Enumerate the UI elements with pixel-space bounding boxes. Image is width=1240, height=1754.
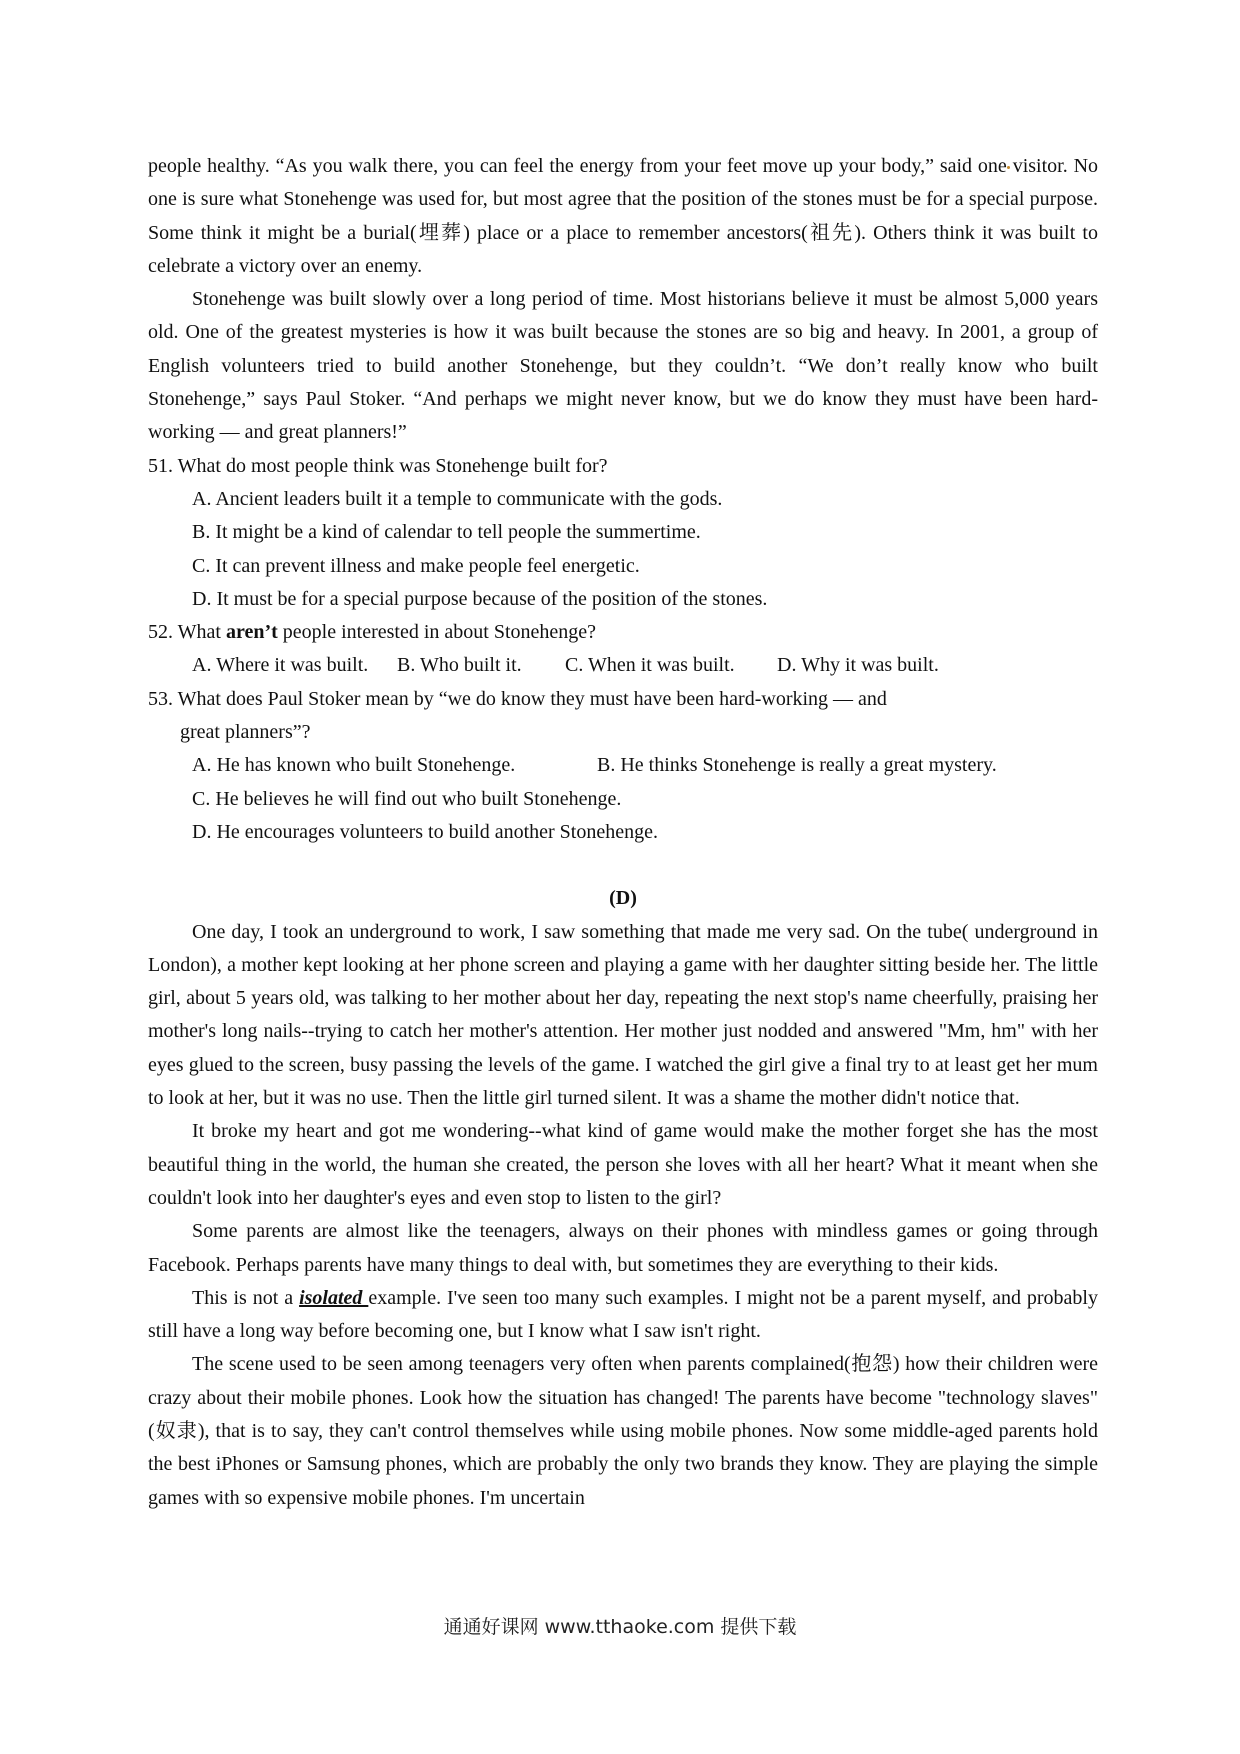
page-content: [148, 150, 1098, 1515]
question-52-option-b: B. Who built it.: [397, 654, 522, 677]
section-title-d: (D): [609, 887, 637, 910]
paragraph-c2: Stonehenge was built slowly over a long period of time. Most historians believe it must be almost 5,000 years old. One of the greatest mysteries is how it was built because the stones are so big and heavy. In 2001, a group of English volunteers tried to build another Stonehenge, but they couldn’t. “We don’t really know who built Stonehenge,” says Paul Stoker. “And perhaps we might never know, but we do know they must have been hard-working — and great planners!”: [148, 288, 1098, 444]
question-53-option-c: C. He believes he will find out who built Stonehenge.: [192, 787, 622, 810]
question-52-stem-post: people interested in about Stonehenge?: [277, 621, 597, 644]
paragraph-d1: One day, I took an underground to work, I saw something that made me very sad. On the tube( underground in London), a mother kept looking at her phone screen and playing a game with her daughter sitting beside her. The little girl, about 5 years old, was talking to her mother about her day, repeating the next stop's name cheerfully, praising her mother's long nails--trying to catch her mother's attention. Her mother just nodded and answered "Mm, hm" with her eyes glued to the screen, busy passing the levels of the game. I watched the girl give a final try to at least get her mum to look at her, but it was no use. Then the little girl turned silent. It was a shame the mother didn't notice that.: [148, 920, 1098, 1110]
question-51-option-c: C. It can prevent illness and make people feel energetic.: [192, 554, 640, 577]
underlined-word-isolated: isolated: [299, 1286, 369, 1309]
question-53-option-b: B. He thinks Stonehenge is really a great mystery.: [597, 754, 997, 777]
question-51-option-d: D. It must be for a special purpose because of the position of the stones.: [192, 587, 768, 610]
question-51-option-a: A. Ancient leaders built it a temple to communicate with the gods.: [192, 487, 723, 510]
page-footer: 通通好课网 www.tthaoke.com 提供下载: [443, 1616, 797, 1638]
question-52-option-d: D. Why it was built.: [777, 654, 939, 677]
question-52-stem-bold: aren’t: [225, 621, 278, 644]
question-53-options-ab: [148, 749, 1098, 782]
margin-mark: [1007, 166, 1010, 169]
question-52-stem: [148, 616, 1098, 649]
paragraph-d5: The scene used to be seen among teenagers very often when parents complained(抱怨) how their children were crazy about their mobile phones. Look how the situation has changed! The parents have become "technology slaves"(奴隶), that is to say, they can't control themselves while using mobile phones. Now some middle-aged parents hold the best iPhones or Samsung phones, which are probably the only two brands they know. They are playing the simple games with so expensive mobile phones. I'm uncertain: [148, 1353, 1098, 1509]
question-52-option-c: C. When it was built.: [565, 654, 735, 677]
question-53-stem-line1: 53. What does Paul Stoker mean by “we do know they must have been hard-working — and: [148, 687, 887, 710]
question-52-stem-pre: 52. What: [148, 621, 226, 644]
question-53-stem-line2: great planners”?: [180, 721, 311, 744]
paragraph-c1-line1: people healthy. “As you walk there, you can feel the energy from your feet move up your body,” said one: [148, 155, 1007, 177]
question-53-option-d: D. He encourages volunteers to build another Stonehenge.: [192, 820, 658, 843]
paragraph-c1-rest: visitor. No one is sure what Stonehenge was used for, but most agree that the position of the stones must be for a special purpose. Some think it might be a burial(埋葬) place or a place to remember ancestors(祖先). Others think it was built to celebrate a victory over an enemy.: [148, 155, 1099, 277]
question-51-option-b: B. It might be a kind of calendar to tell people the summertime.: [192, 521, 701, 544]
paragraph-d3: Some parents are almost like the teenagers, always on their phones with mindless games or going through Facebook. Perhaps parents have many things to deal with, but sometimes they are everything to their kids.: [148, 1220, 1098, 1276]
paragraph-d4: [148, 1282, 1098, 1349]
question-51-stem: 51. What do most people think was Stonehenge built for?: [148, 454, 608, 477]
question-53-option-a: A. He has known who built Stonehenge.: [192, 754, 516, 777]
paragraph-d2: It broke my heart and got me wondering--what kind of game would make the mother forget she has the most beautiful thing in the world, the human she created, the person she loves with all her heart? What it meant when she couldn't look into her daughter's eyes and even stop to listen to the girl?: [148, 1120, 1098, 1209]
paragraph-d4-post: example. I've seen too many such examples. I might not be a parent myself, and probably still have a long way before becoming one, but I know what I saw isn't right.: [148, 1286, 1098, 1343]
question-52-options: [148, 649, 1098, 682]
paragraph-c1: [148, 150, 1098, 283]
paragraph-d4-pre: This is not a: [192, 1286, 300, 1309]
question-52-option-a: A. Where it was built.: [192, 654, 369, 677]
